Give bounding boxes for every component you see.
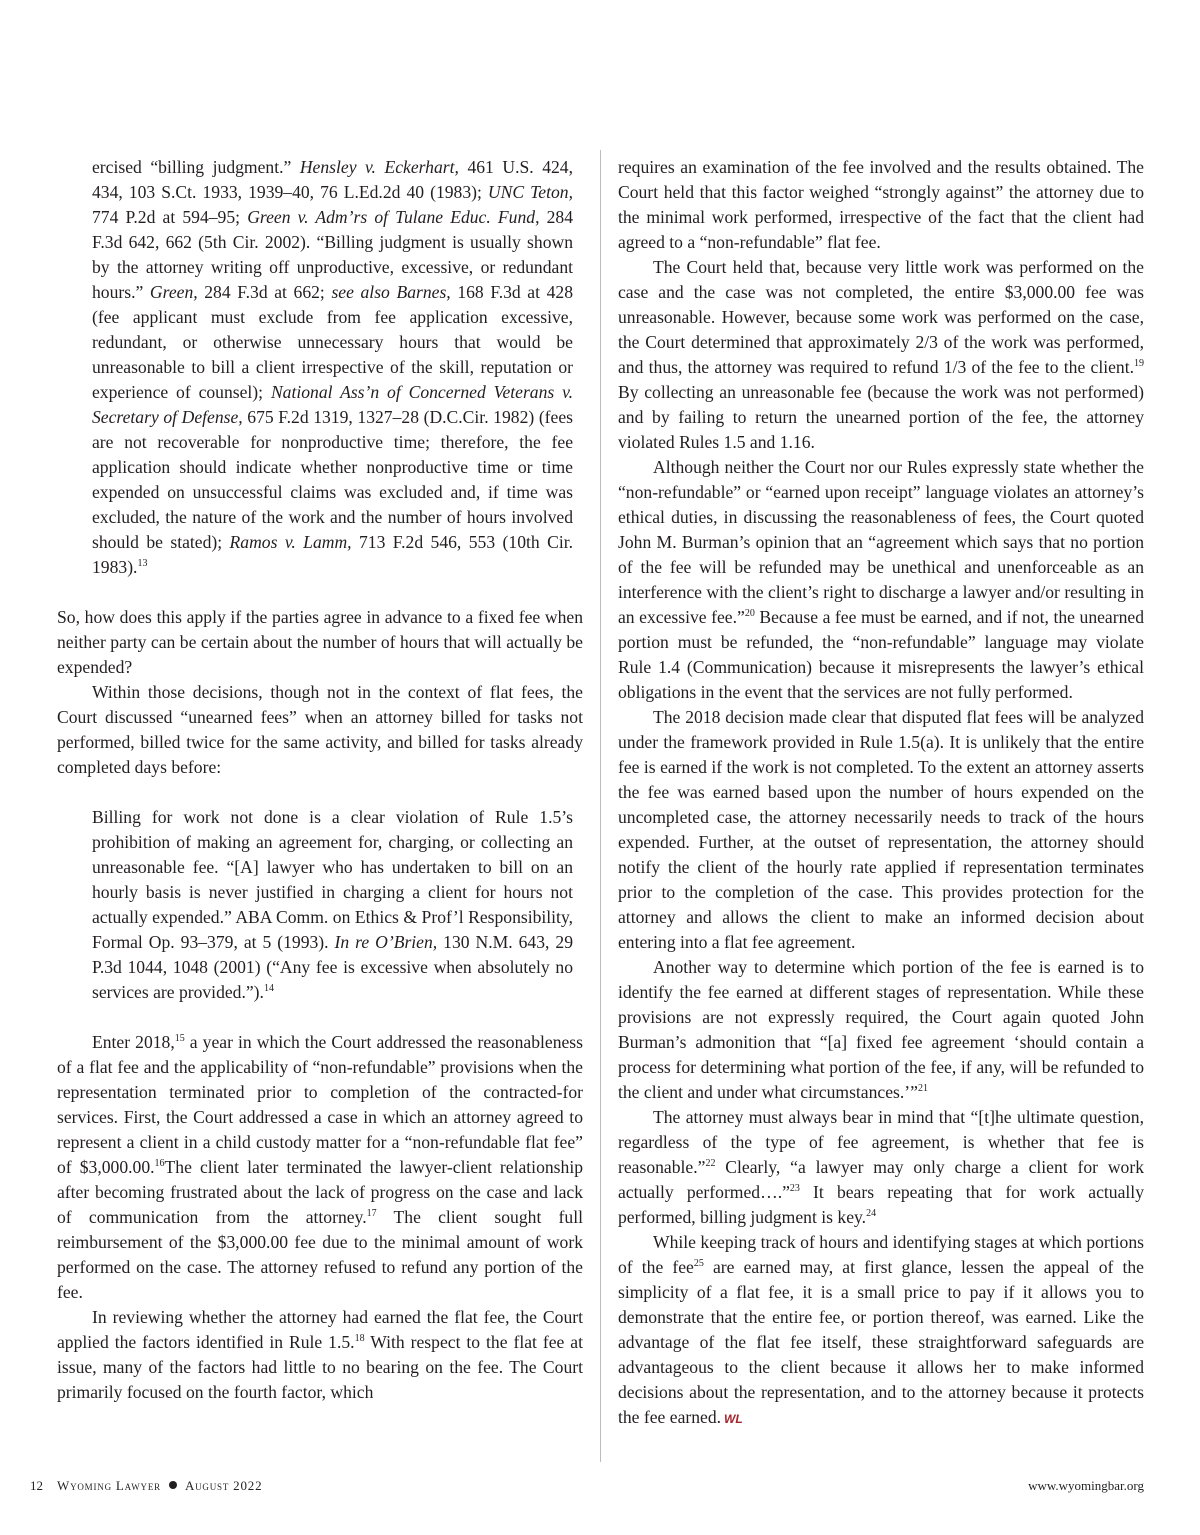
- page-number: 12: [30, 1478, 43, 1493]
- end-of-article-mark: WL: [724, 1412, 743, 1426]
- paragraph: The Court held that, because very little work was performed on the case and the case was not completed, the entire $3,000.00 fee was unreasonable. However, because some work was performed on the case, the Court determined that approximately 2/3 of the work was performed, and thus, the attorney was required to refund 1/3 of the fee to the client.$^{19}$ By collecting an unreasonable fee (because the work was not performed) and by failing to return the unearned portion of the fee, the attorney violated Rules 1.5 and 1.16.: [618, 257, 1144, 452]
- block-quote-billing-judgment: ercised “billing judgment.” Hensley v. Eckerhart, 461 U.S. 424, 434, 103 S.Ct. 1933, 1939–40, 76 L.Ed.2d 40 (1983); UNC Teton, 774 P.2d at 594–95; Green v. Adm’rs of Tulane Educ. Fund, 284 F.3d 642, 662 (5th Cir. 2002). “Billing judgment is usually shown by the attorney writing off unproductive, excessive, or redundant hours.” Green, 284 F.3d at 662; see also Barnes, 168 F.3d at 428 (fee applicant must exclude from fee application excessive, redundant, or otherwise unnecessary hours that would be unreasonable to bill a client irrespective of the skill, reputation or experience of counsel); National Ass’n of Concerned Veterans v. Secretary of Defense, 675 F.2d 1319, 1327–28 (D.C.Cir. 1982) (fees are not recoverable for nonproductive time; therefore, the fee application should indicate whether nonproductive time or time expended on unsuccessful claims was excluded and, if time was excluded, the nature of the work and the number of hours involved should be stated); Ramos v. Lamm, 713 F.2d 546, 553 (10th Cir. 1983).$^{13}$: [92, 157, 574, 577]
- case-citation: Green,: [149, 282, 198, 302]
- paragraph: So, how does this apply if the parties agree in advance to a fixed fee when neither party can be certain about the number of hours that will actually be expended?: [57, 607, 583, 677]
- case-citation: Hensley v. Eckerhart,: [299, 157, 459, 177]
- paragraph: In reviewing whether the attorney had earned the flat fee, the Court applied the factors identified in Rule 1.5.18 With respect to the flat fee at issue, many of the factors had little to no bearing on the fee. The Court primarily focused on the fourth factor, which: [57, 1307, 583, 1402]
- footnote-marker: 21: [917, 1083, 928, 1094]
- case-citation: Green v. Adm’rs of Tulane Educ. Fund: [247, 207, 536, 227]
- case-citation: UNC Teton,: [487, 182, 573, 202]
- block-quote-billing-work-not-done: Billing for work not done is a clear violation of Rule 1.5’s prohibition of making an agreement for, charging, or collecting an unreasonable fee. “[A] lawyer who has undertaken to bill on an hourly basis is never justified in charging a client for hours not actually expended.” ABA Comm. on Ethics & Prof’l Responsibility, Formal Op. 93–379, at 5 (1993). In re O’Brien, 130 N.M. 643, 29 P.3d 1044, 1048 (2001) (“Any fee is excessive when absolutely no services are provided.”).$^{14}$: [92, 807, 573, 1002]
- paragraph: Enter 2018,15 a year in which the Court addressed the reasonableness of a flat fee and the applicability of “non-refundable” provisions when the representation terminated prior to completion of the contracted-for services. First, the Court addressed a case in which an attorney agreed to represent a client in a child custody matter for a “non-refundable flat fee” of $3,000.00.16The client later terminated the lawyer-client relationship after becoming frustrated about the lack of progress on the case and lack of communication from the attorney.$^{17}$ The client sought full reimbursement of the $3,000.00 fee due to the minimal amount of work performed on the case. The attorney refused to refund any portion of the fee.: [57, 1032, 583, 1302]
- paragraph: Within those decisions, though not in the context of flat fees, the Court discussed “unearned fees” when an attorney billed for tasks not performed, billed twice for the same activity, and billed for tasks already completed days before:: [57, 682, 583, 777]
- paragraph: The 2018 decision made clear that disputed flat fees will be analyzed under the framework provided in Rule 1.5(a). It is unlikely that the entire fee is earned if the work is not completed. To the extent an attorney asserts the fee was earned based upon the number of hours expended on the uncompleted case, the attorney necessarily needs to track of the hours expended. Further, at the outset of representation, the attorney should notify the client of the hourly rate applied if representation terminates prior to the completion of the case. This provides protection for the attorney and allows the client to make an informed decision about entering into a flat fee agreement.: [618, 707, 1144, 952]
- footnote-marker: 22: [705, 1158, 716, 1169]
- footnote-marker: 20: [744, 608, 755, 619]
- case-citation: see also Barnes,: [331, 282, 451, 302]
- paragraph: Although neither the Court nor our Rules expressly state whether the “non-refundable” or “earned upon receipt” language violates an attorney’s ethical duties, in discussing the reasonableness of fees, the Court quoted John M. Burman’s opinion that an “agreement which says that no portion of the fee will be refunded may be unethical and unenforceable as an interference with the client’s right to discharge a lawyer and/or resulting in an excessive fee.”$^{20}$ Because a fee must be earned, and if not, the unearned portion must be refunded, the “non-refundable” language may violate Rule 1.4 (Communication) because it misrepresents the lawyer’s ethical obligations in the event that the services are not fully performed.: [618, 457, 1144, 702]
- issue-date: August 2022: [184, 1478, 263, 1493]
- footnote-marker: 23: [789, 1183, 800, 1194]
- footnote-marker: 25: [693, 1258, 704, 1269]
- footnote-marker: 24: [866, 1208, 877, 1219]
- footnote-marker: 15: [174, 1033, 185, 1044]
- case-citation: Ramos v. Lamm,: [229, 532, 352, 552]
- left-column: [57, 155, 583, 1405]
- footer-website: www.wyomingbar.org: [1028, 1478, 1144, 1493]
- case-citation: In re O’Brien,: [334, 932, 438, 952]
- column-divider: [600, 150, 601, 1462]
- magazine-name: Wyoming Lawyer: [57, 1478, 161, 1493]
- footnote-marker: 13: [137, 558, 148, 569]
- footnote-marker: 14: [263, 983, 274, 994]
- bullet-separator-icon: [169, 1481, 177, 1489]
- footnote-marker: 19: [1134, 358, 1144, 369]
- paragraph: requires an examination of the fee involved and the results obtained. The Court held that this factor weighed “strongly against” the attorney due to the minimal work performed, irrespective of the fact that the client had agreed to a “non-refundable” flat fee.: [618, 157, 1144, 252]
- case-citation: National Ass’n of Concerned Veterans v. Secretary of Defense,: [92, 382, 574, 427]
- footer-publication-info: [30, 1478, 262, 1494]
- paragraph: Another way to determine which portion of the fee is earned is to identify the fee earned at different stages of representation. While these provisions are not expressly required, the Court again quoted John Burman’s admonition that “[a] fixed fee agreement ‘should contain a process for determining what portion of the fee, if any, will be refunded to the client and under what circumstances.’”$^{21}$: [618, 957, 1144, 1102]
- footnote-marker: 16: [154, 1158, 165, 1169]
- paragraph: The attorney must always bear in mind that “[t]he ultimate question, regardless of the type of fee agreement, is whether that fee is reasonable.”$^{22}$ Clearly, “a lawyer may only charge a client for work actually performed….”$^{23}$ It bears repeating that for work actually performed, billing judgment is key.$^{24}$: [618, 1107, 1144, 1227]
- footnote-marker: 17: [366, 1208, 377, 1219]
- paragraph: While keeping track of hours and identifying stages at which portions of the fee$^{25}$ are earned may, at first glance, lessen the appeal of the simplicity of a flat fee, it is a small price to pay if it allows you to demonstrate that the entire fee, or portion thereof, was earned. Like the advantage of the flat fee itself, these straightforward safeguards are advantageous to the client because it allows her to make informed decisions about the representation, and to the attorney because it protects the fee earned. WL: [618, 1232, 1144, 1427]
- right-column: [618, 155, 1144, 1432]
- footnote-marker: 18: [354, 1333, 365, 1344]
